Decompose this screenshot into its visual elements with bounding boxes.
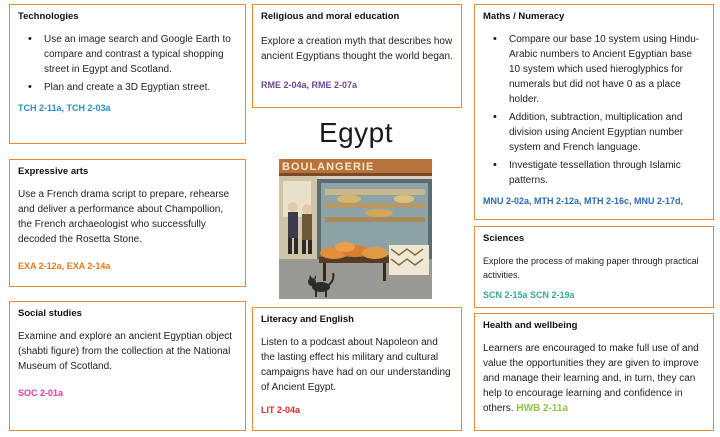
expressive-title: Expressive arts [18, 166, 89, 177]
health-text-body: Learners are encouraged to make full use of and value the opportunities they are given to improve and manage their learning and, in turn, they can help to encourage learning and confidence in others. [483, 343, 699, 414]
literacy-box [252, 307, 462, 431]
technologies-list [18, 32, 237, 95]
health-code: HWB 2-11a [516, 403, 569, 414]
sciences-text: Explore the process of making paper through practical activities. [483, 256, 699, 280]
maths-bullet: • Compare our base 10 system using Hindu-Arabic numbers to Ancient Egyptian base 10 system which used hieroglyphics for numerals but did not have 0 as a place holder. [483, 32, 705, 107]
technologies-box [9, 4, 246, 144]
health-box [474, 313, 714, 431]
technologies-title: Technologies [18, 11, 79, 22]
boulangerie-illustration [279, 159, 432, 299]
social-text: Examine and explore an ancient Egyptian object (shabti figure) from the collection at the National Museum of Scotland. [18, 331, 233, 372]
health-text [483, 341, 705, 416]
literacy-title: Literacy and English [261, 314, 354, 325]
social-title: Social studies [18, 308, 82, 319]
boulangerie-photo [279, 159, 432, 299]
expressive-text: Use a French drama script to prepare, rehearse and deliver a performance about Champollion, the French archaeologist who successfully decoded the Rosetta Stone. [18, 189, 230, 245]
sciences-code: SCN 2-15a SCN 2-19a [483, 290, 575, 300]
maths-code: MNU 2-02a, MTH 2-12a, MTH 2-16c, MNU 2-17d, [483, 196, 684, 206]
religious-box [252, 4, 462, 108]
technologies-bullet: • Use an image search and Google Earth to compare and contrast a typical shopping street in Egypt and Scotland. [18, 32, 237, 77]
religious-title: Religious and moral education [261, 11, 400, 22]
literacy-code: LIT 2-04a [261, 405, 301, 415]
social-box [9, 301, 246, 431]
maths-bullet: • Investigate tessellation through Islamic patterns. [483, 158, 705, 188]
technologies-bullet: • Plan and create a 3D Egyptian street. [18, 80, 237, 95]
sciences-box [474, 226, 714, 308]
sciences-title: Sciences [483, 233, 525, 244]
page-title: Egypt [318, 117, 394, 148]
expressive-box [9, 159, 246, 287]
health-title: Health and wellbeing [483, 320, 578, 331]
religious-code: RME 2-04a, RME 2-07a [261, 80, 358, 90]
shop-sign-text: BOULANGERIE [282, 161, 375, 173]
expressive-code: EXA 2-12a, EXA 2-14a [18, 261, 111, 271]
religious-text: Explore a creation myth that describes how ancient Egyptians thought the world began. [261, 36, 453, 62]
social-code: SOC 2-01a [18, 388, 64, 398]
literacy-text: Listen to a podcast about Napoleon and the lasting effect his military and cultural campaigns have had on our understanding of Ancient Egypt. [261, 337, 451, 393]
maths-bullet: • Addition, subtraction, multiplication and division using Ancient Egyptian number system and French language. [483, 110, 705, 155]
maths-list [483, 32, 705, 188]
maths-box [474, 4, 714, 220]
maths-title: Maths / Numeracy [483, 11, 565, 22]
technologies-code: TCH 2-11a, TCH 2-03a [18, 103, 111, 113]
